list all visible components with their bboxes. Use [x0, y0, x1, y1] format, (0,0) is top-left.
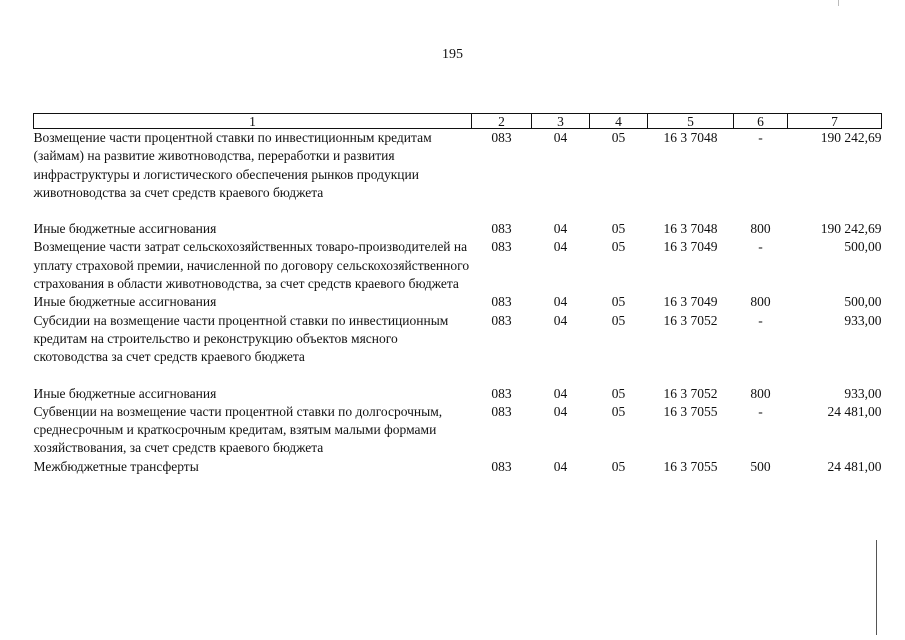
target-article: 16 3 7048: [663, 130, 718, 145]
table-row: [34, 458, 882, 476]
subsection-code: 05: [611, 294, 626, 310]
table-row: [34, 129, 882, 203]
row-gap: [34, 367, 882, 385]
section-code: 04: [553, 221, 568, 237]
row-description: Межбюджетные трансферты: [33, 458, 199, 474]
subsection-code: 05: [611, 130, 626, 145]
expense-type: 800: [750, 294, 771, 310]
admin-code: 083: [491, 403, 512, 419]
subsection-code: 05: [611, 403, 626, 419]
section-code: 04: [553, 403, 568, 419]
target-article: 16 3 7055: [663, 458, 718, 474]
table-row: [34, 220, 882, 238]
expense-type: 800: [750, 385, 771, 401]
amount: 190 242,69: [820, 130, 882, 145]
table-row: [34, 238, 882, 293]
target-article: 16 3 7048: [663, 221, 718, 237]
admin-code: 083: [491, 312, 512, 328]
target-article: 16 3 7055: [663, 403, 718, 419]
budget-table: [33, 113, 882, 476]
header-col-4: 4: [590, 114, 648, 129]
scan-mark: [838, 0, 839, 6]
header-col-6: 6: [734, 114, 788, 129]
row-description: Субвенции на возмещение части процентной ставки по долгосрочным, среднесрочным и краткосрочным кредитам, взятым малыми формами хозяйствования, за счет средств краевого бюджета: [33, 403, 443, 456]
section-code: 04: [553, 385, 568, 401]
table-row: [34, 312, 882, 367]
target-article: 16 3 7049: [663, 239, 718, 255]
row-description: Иные бюджетные ассигнования: [33, 385, 217, 401]
header-col-1: 1: [34, 114, 472, 129]
target-article: 16 3 7052: [663, 385, 718, 401]
expense-type: -: [758, 239, 763, 255]
header-col-7: 7: [788, 114, 882, 129]
table-row: [34, 403, 882, 458]
amount: 190 242,69: [820, 221, 882, 237]
section-code: 04: [553, 312, 568, 328]
expense-type: 500: [750, 458, 771, 474]
expense-type: 800: [750, 221, 771, 237]
admin-code: 083: [491, 385, 512, 401]
admin-code: 083: [491, 294, 512, 310]
expense-type: -: [758, 130, 763, 145]
amount: 24 481,00: [827, 403, 882, 419]
subsection-code: 05: [611, 239, 626, 255]
row-description: Иные бюджетные ассигнования: [33, 221, 217, 237]
amount: 933,00: [844, 312, 882, 328]
section-code: 04: [553, 239, 568, 255]
amount: 24 481,00: [827, 458, 882, 474]
row-gap: [34, 202, 882, 220]
section-code: 04: [553, 458, 568, 474]
scan-edge-line: [876, 540, 877, 635]
table-row: [34, 385, 882, 403]
expense-type: -: [758, 312, 763, 328]
expense-type: -: [758, 403, 763, 419]
header-col-3: 3: [532, 114, 590, 129]
row-description: Возмещение части затрат сельскохозяйственных товаро-производителей на уплату страховой премии, начисленной по договору сельскохозяйственного страхования в области животноводства, за счет средств краевого бюджета: [33, 239, 470, 292]
row-description: Субсидии на возмещение части процентной ставки по инвестиционным кредитам на строительство и реконструкцию объектов мясного скотоводства за счет средств краевого бюджета: [33, 312, 449, 365]
subsection-code: 05: [611, 221, 626, 237]
target-article: 16 3 7049: [663, 294, 718, 310]
header-col-2: 2: [472, 114, 532, 129]
header-row: [34, 114, 882, 129]
admin-code: 083: [491, 221, 512, 237]
subsection-code: 05: [611, 458, 626, 474]
header-col-5: 5: [648, 114, 734, 129]
amount: 933,00: [844, 385, 882, 401]
section-code: 04: [553, 294, 568, 310]
page-number: 195: [442, 47, 463, 62]
section-code: 04: [553, 130, 568, 145]
target-article: 16 3 7052: [663, 312, 718, 328]
admin-code: 083: [491, 130, 512, 145]
admin-code: 083: [491, 458, 512, 474]
subsection-code: 05: [611, 385, 626, 401]
table-row: [34, 293, 882, 311]
row-description: Иные бюджетные ассигнования: [33, 294, 217, 310]
subsection-code: 05: [611, 312, 626, 328]
admin-code: 083: [491, 239, 512, 255]
amount: 500,00: [844, 294, 882, 310]
row-description: Возмещение части процентной ставки по инвестиционным кредитам (займам) на развитие животноводства, переработки и развития инфраструктуры и логистического обеспечения рынков продукции животноводства за счет средств краевого бюджета: [33, 130, 432, 200]
amount: 500,00: [844, 239, 882, 255]
